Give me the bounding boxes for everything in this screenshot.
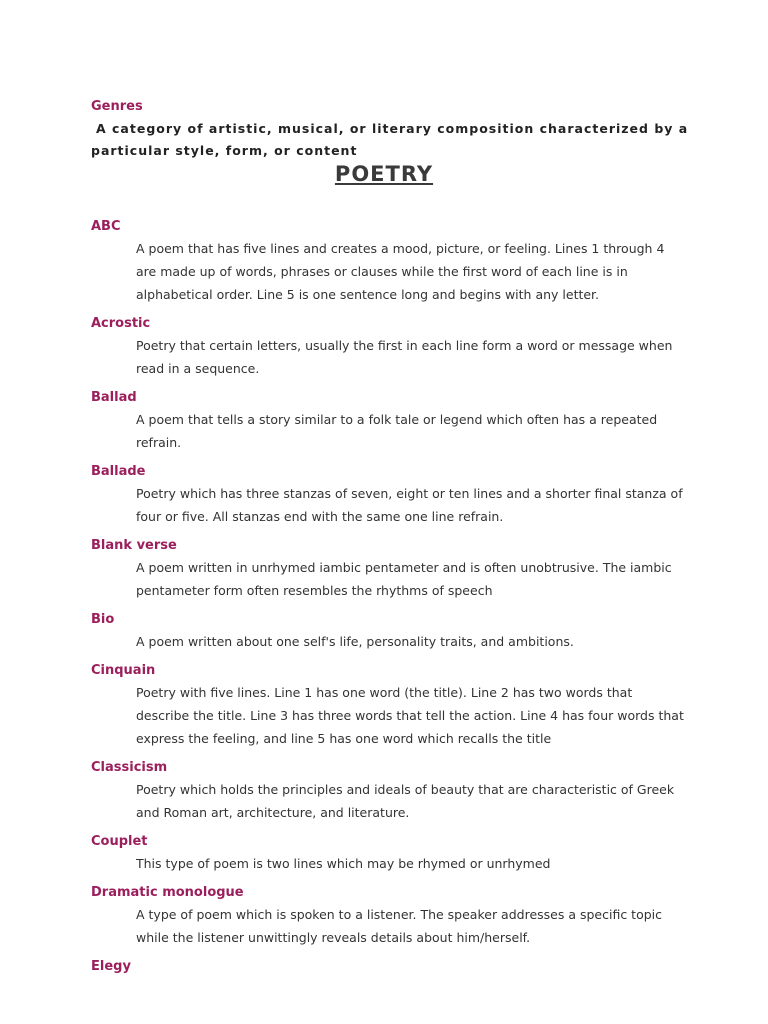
glossary-definition: Poetry which holds the principles and ideals of beauty that are characteristic of Greek and Roman art, architecture, and literature. [136, 782, 675, 820]
glossary-entry-bio [0, 610, 768, 653]
glossary-definition: A poem that tells a story similar to a folk tale or legend which often has a repeated refrain. [136, 412, 658, 450]
glossary-definition: Poetry which has three stanzas of seven, eight or ten lines and a shorter final stanza of four or five. All stanzas end with the same one line refrain. [136, 486, 683, 524]
glossary-definition: Poetry with five lines. Line 1 has one word (the title). Line 2 has two words that describe the title. Line 3 has three words that tell the action. Line 4 has four words that express the feeling, and line 5 has one word which recalls the title [136, 685, 684, 746]
glossary-term: Couplet [91, 834, 148, 849]
genres-definition: A category of artistic, musical, or literary composition characterized by a particular style, form, or content [91, 121, 689, 158]
glossary-definition: Poetry that certain letters, usually the first in each line form a word or message when read in a sequence. [136, 338, 673, 376]
page-title: POETRY [334, 162, 434, 186]
glossary-term: Elegy [91, 959, 131, 974]
glossary-entry-ballade [0, 462, 768, 528]
glossary-term: Ballad [91, 390, 137, 405]
glossary-term: Dramatic monologue [91, 885, 244, 900]
glossary-entry-cinquain [0, 661, 768, 750]
glossary-list [0, 217, 768, 985]
glossary-entry-classicism [0, 758, 768, 824]
glossary-entry-acrostic [0, 314, 768, 380]
glossary-definition: This type of poem is two lines which may be rhymed or unrhymed [136, 856, 551, 871]
glossary-entry-elegy [0, 957, 768, 977]
glossary-definition: A poem that has five lines and creates a mood, picture, or feeling. Lines 1 through 4 are made up of words, phrases or clauses while the first word of each line is in alphabetical order. Line 5 is one sentence long and begins with any letter. [136, 241, 665, 302]
glossary-term: Ballade [91, 464, 146, 479]
glossary-entry-blank-verse [0, 536, 768, 602]
glossary-term: Bio [91, 612, 115, 627]
glossary-term: Acrostic [91, 316, 151, 331]
glossary-definition: A poem written in unrhymed iambic pentameter and is often unobtrusive. The iambic pentameter form often resembles the rhythms of speech [136, 560, 672, 598]
glossary-entry-abc [0, 217, 768, 306]
glossary-term: Blank verse [91, 538, 177, 553]
glossary-definition: A type of poem which is spoken to a listener. The speaker addresses a specific topic while the listener unwittingly reveals details about him/herself. [136, 907, 663, 945]
glossary-entry-dramatic-monologue [0, 883, 768, 949]
glossary-term: Cinquain [91, 663, 156, 678]
glossary-term: ABC [91, 219, 121, 234]
glossary-term: Classicism [91, 760, 168, 775]
glossary-entry-couplet [0, 832, 768, 875]
genres-heading: Genres [91, 99, 143, 114]
glossary-entry-ballad [0, 388, 768, 454]
glossary-definition: A poem written about one self's life, personality traits, and ambitions. [136, 634, 574, 649]
